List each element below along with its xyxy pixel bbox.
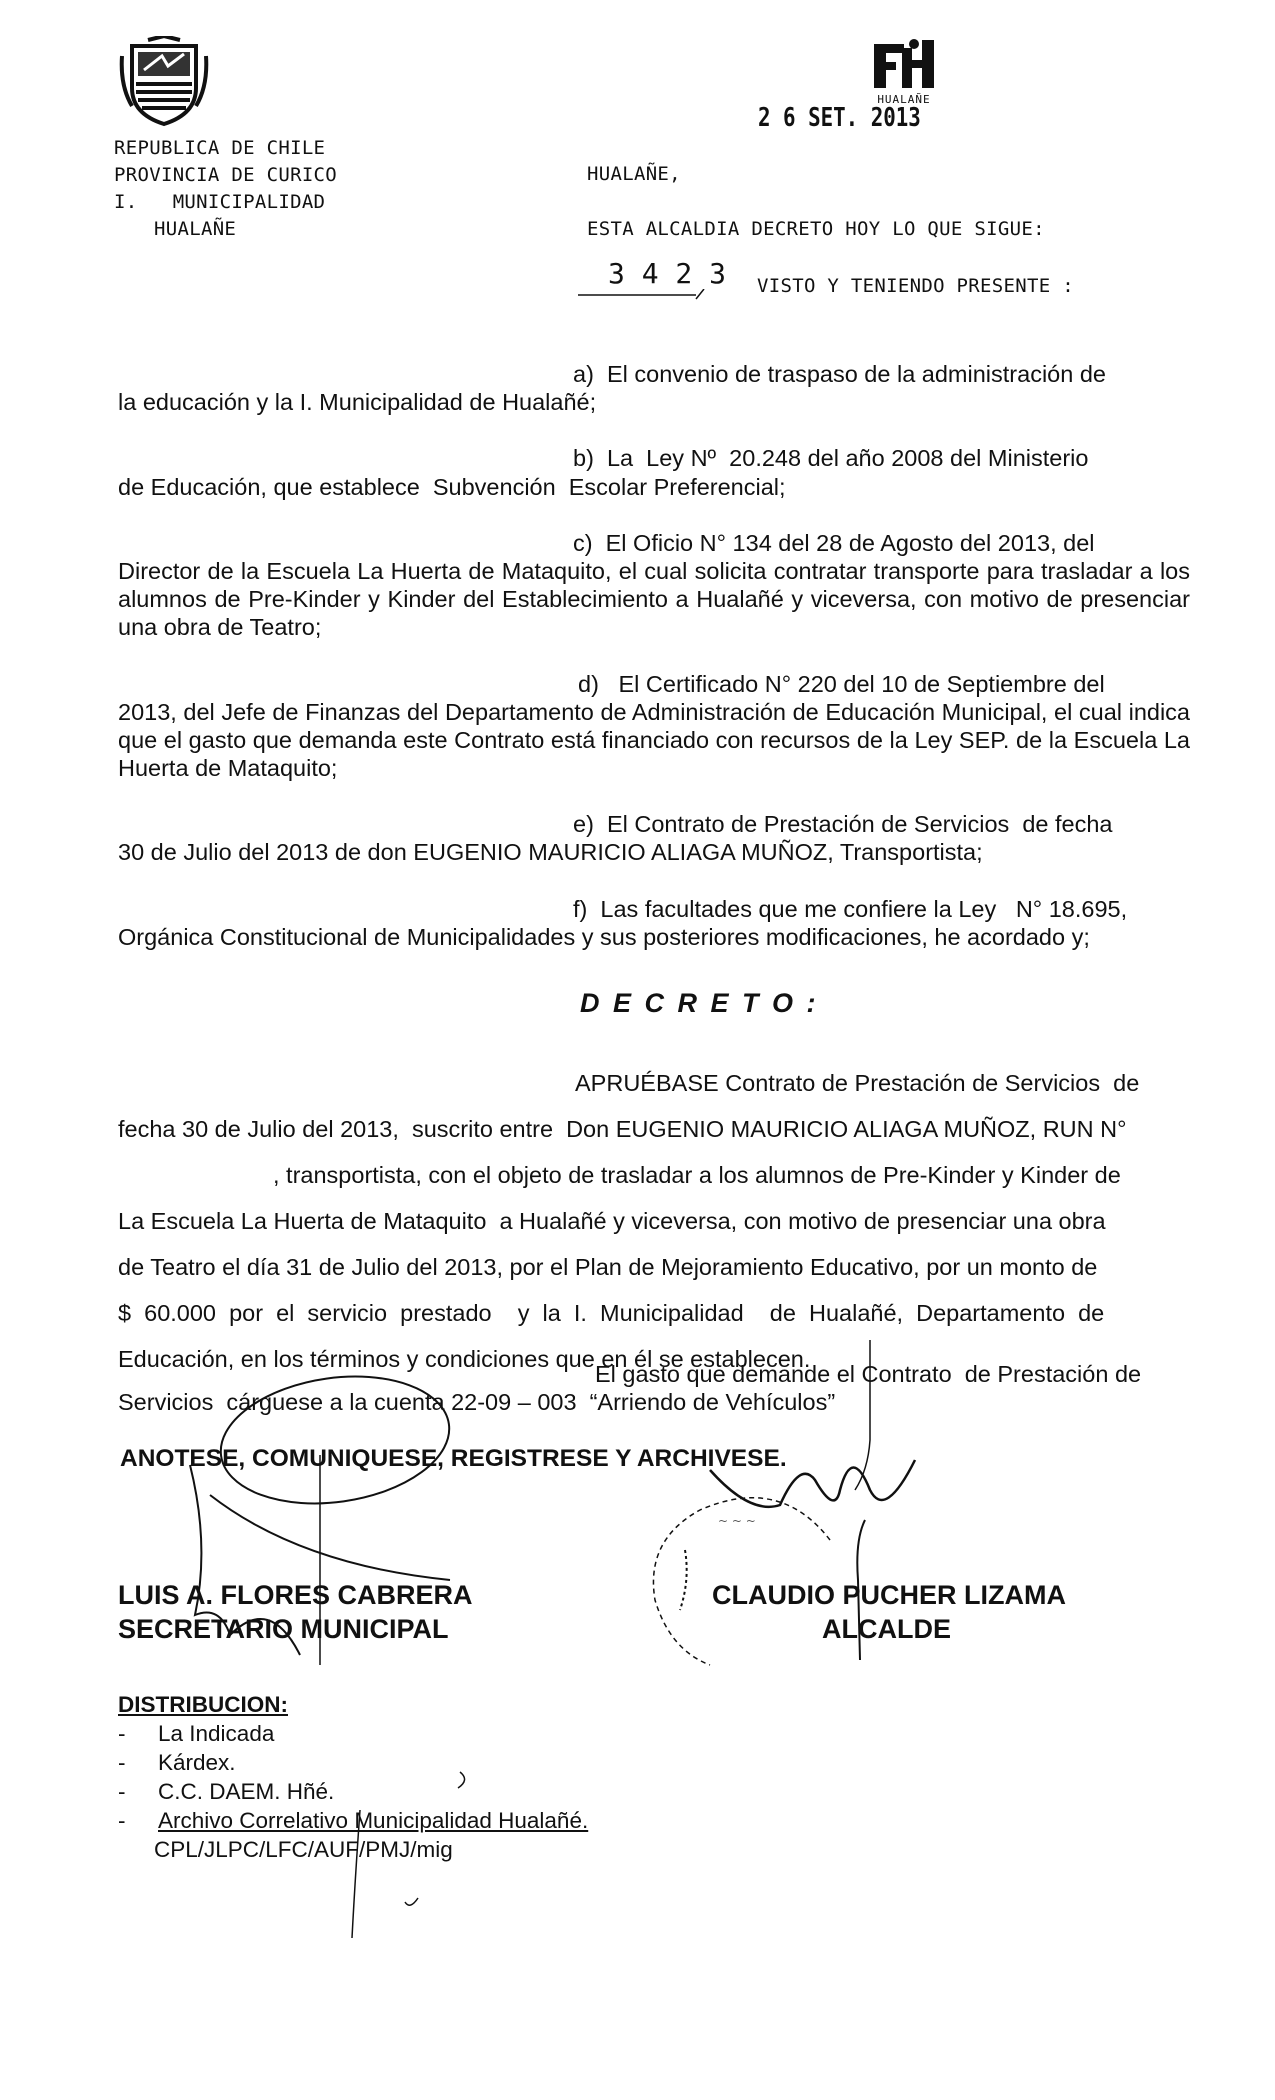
mayor-title: ALCALDE: [822, 1614, 951, 1644]
secretary-title: SECRETARIO MUNICIPAL: [118, 1614, 449, 1644]
resolution-line-3: , transportista, con el objeto de trasladar a los alumnos de Pre-Kinder y Kinder de: [273, 1162, 1121, 1188]
decree-number-underline: [578, 289, 708, 301]
municipal-coat-of-arms: [118, 36, 210, 128]
distribution-initials: CPL/JLPC/LFC/AUF/PMJ/mig: [154, 1837, 453, 1862]
distribution-item: - Kárdex.: [118, 1750, 236, 1775]
date-stamp: 2 6 SET. 2013: [758, 103, 921, 133]
gasto-line-1: El gasto que demande el Contrato de Prestación de: [595, 1361, 1142, 1387]
resolution-line-1: APRUÉBASE Contrato de Prestación de Servicios de: [575, 1070, 1140, 1096]
municipal-seal: [640, 1480, 840, 1670]
decree-intro: ESTA ALCALDIA DECRETO HOY LO QUE SIGUE:: [587, 218, 1045, 240]
distribution-item: - Archivo Correlativo Municipalidad Hualañé.: [118, 1808, 589, 1833]
distribution-item: - C.C. DAEM. Hñé.: [118, 1779, 335, 1804]
considerando-e: e) El Contrato de Prestación de Servicios de fecha 30 de Julio del 2013 de don EUGENIO MAURICIO ALIAGA MUÑOZ, Transportista;: [118, 811, 1113, 866]
resolution-line-2: fecha 30 de Julio del 2013, suscrito entre Don EUGENIO MAURICIO ALIAGA MUÑOZ, RUN N°: [118, 1116, 1127, 1142]
logo-label: HUALAÑE: [877, 93, 931, 106]
visto-heading: VISTO Y TENIENDO PRESENTE :: [757, 275, 1074, 297]
mayor-name: CLAUDIO PUCHER LIZAMA: [712, 1580, 1066, 1610]
resolution-line-7: Educación, en los términos y condiciones que en él se establecen.: [118, 1346, 811, 1372]
header-province: PROVINCIA DE CURICO: [114, 164, 338, 186]
secretary-name: LUIS A. FLORES CABRERA: [118, 1580, 473, 1610]
considerando-f: f) Las facultades que me confiere la Ley N° 18.695, Orgánica Constitucional de Municipalidades y sus posteriores modificaciones, he acordado y;: [118, 895, 1128, 950]
gasto-line-2: Servicios cárguese a la cuenta 22-09 – 003 “Arriendo de Vehículos”: [118, 1389, 836, 1416]
considerando-d: d) El Certificado N° 220 del 10 de Septiembre del 2013, del Jefe de Finanzas del Departamento de Administración de Educación Municipal, el cual indica que el gasto que demanda este Contrato está financiado con recursos de la Ley SEP. de la Escuela La Huerta de Mataquito;: [118, 670, 1190, 782]
resolution-line-4: La Escuela La Huerta de Mataquito a Hualañé y viceversa, con motivo de presenciar una obra: [118, 1208, 1106, 1234]
considerando-c: c) El Oficio N° 134 del 28 de Agosto del 2013, del Director de la Escuela La Huerta de Mataquito, el cual solicita contratar transporte para trasladar a los alumnos de Pre-Kinder y Kinder del Establecimiento a Hualañé y viceversa, con motivo de presenciar una obra de Teatro;: [118, 529, 1190, 641]
city-line: HUALAÑE,: [587, 163, 681, 185]
header-commune: HUALAÑE: [154, 218, 237, 240]
resolution-line-5: de Teatro el día 31 de Julio del 2013, por el Plan de Mejoramiento Educativo, por un monto de: [118, 1254, 1098, 1280]
header-municipality: I. MUNICIPALIDAD: [114, 191, 326, 213]
municipality-logo-mark: [872, 38, 936, 90]
decree-number: 3 4 2 3: [608, 257, 727, 290]
considerando-b: b) La Ley Nº 20.248 del año 2008 del Ministerio de Educación, que establece Subvención Escolar Preferencial;: [118, 445, 1089, 500]
svg-text:~ ~ ~: ~ ~ ~: [718, 1514, 756, 1528]
municipality-logo: [865, 38, 943, 106]
anotese-line: ANOTESE, COMUNIQUESE, REGISTRESE Y ARCHIVESE.: [120, 1445, 787, 1472]
distribution-item: - La Indicada: [118, 1721, 275, 1746]
considerando-a: a) El convenio de traspaso de la administración de la educación y la I. Municipalidad de Hualañé;: [118, 361, 1106, 416]
header-country: REPUBLICA DE CHILE: [114, 137, 326, 159]
distribution-initials-mark: [330, 1770, 470, 1940]
secretary-signature: [150, 1345, 470, 1675]
resolution-line-6: $ 60.000 por el servicio prestado y la I. Municipalidad de Hualañé, Departamento de: [118, 1300, 1105, 1326]
decreto-heading: D E C R E T O :: [580, 988, 819, 1018]
distribution-heading: DISTRIBUCION:: [118, 1692, 288, 1717]
